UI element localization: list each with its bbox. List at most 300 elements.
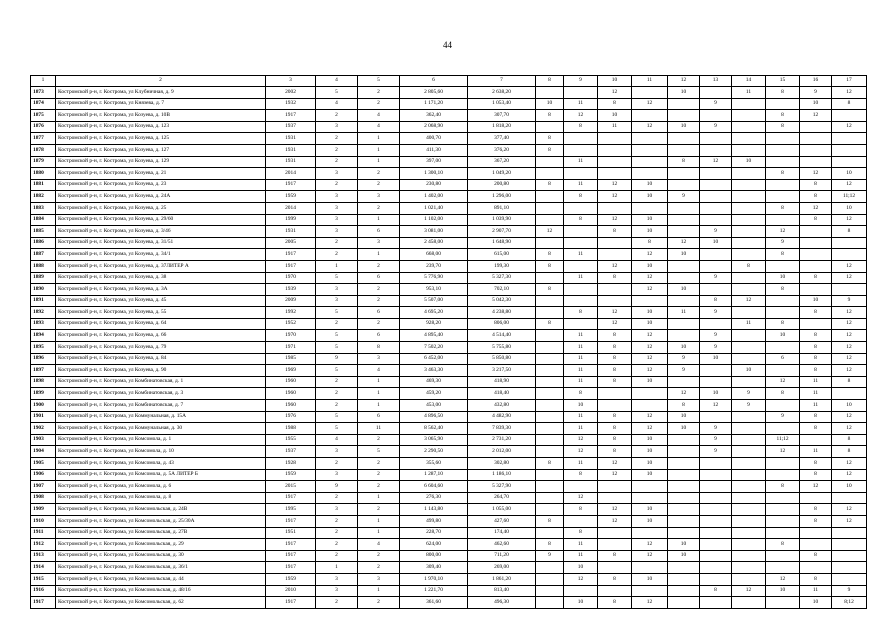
work-year-cell-8 [536,573,564,585]
work-year-cell-13: 9 [700,226,732,238]
entrances-cell: 1 [358,527,400,539]
entrances-cell: 4 [358,121,400,133]
living-area-cell: 1 648,90 [468,237,536,249]
floors-cell: 4 [316,98,358,110]
total-area-cell: 499,80 [400,515,468,527]
work-year-cell-13: 9 [700,98,732,110]
work-year-cell-16: 12 [800,481,832,493]
work-year-cell-16: 8 [800,423,832,435]
total-area-cell: 7 502,20 [400,342,468,354]
work-year-cell-16: 8 [800,353,832,365]
work-year-cell-14 [732,423,766,435]
work-year-cell-16: 9 [800,87,832,99]
work-year-cell-14 [732,562,766,574]
table-row [31,110,867,122]
floors-cell: 3 [316,168,358,180]
work-year-cell-11 [632,400,668,412]
row-number-cell: 1892 [31,307,56,319]
work-year-cell-8 [536,272,564,284]
total-area-cell: 3 463,30 [400,365,468,377]
entrances-cell: 2 [358,168,400,180]
address-cell: Костромской р-н, г. Кострома, ул Комсомольская, д. 44 [56,573,266,585]
work-year-cell-17 [832,550,867,562]
work-year-cell-16: 8 [800,504,832,516]
work-year-cell-13: 9 [700,121,732,133]
total-area-cell: 1 287,10 [400,469,468,481]
work-year-cell-17: 10 [832,168,867,180]
build-year-cell: 1951 [266,527,316,539]
table-row [31,121,867,133]
work-year-cell-15 [766,365,800,377]
total-area-cell: 469,30 [400,376,468,388]
build-year-cell: 1917 [266,515,316,527]
work-year-cell-15 [766,400,800,412]
work-year-cell-11 [632,295,668,307]
total-area-cell: 4 895,40 [400,330,468,342]
work-year-cell-10: 8 [598,446,632,458]
build-year-cell: 2010 [266,585,316,597]
entrances-cell: 2 [358,295,400,307]
work-year-cell-12: 10 [668,121,700,133]
row-number-cell: 1915 [31,573,56,585]
build-year-cell: 1931 [266,156,316,168]
work-year-cell-16: 11 [800,376,832,388]
work-year-cell-15 [766,423,800,435]
work-year-cell-9: 11 [564,458,598,470]
column-header-11: 11 [632,76,668,87]
row-number-cell: 1887 [31,249,56,261]
entrances-cell: 2 [358,434,400,446]
work-year-cell-8 [536,400,564,412]
living-area-cell: 1 053,40 [468,98,536,110]
work-year-cell-15 [766,469,800,481]
work-year-cell-17: 11;12 [832,191,867,203]
floors-cell: 3 [316,214,358,226]
work-year-cell-13 [700,562,732,574]
living-area-cell: 1 861,20 [468,573,536,585]
floors-cell: 2 [316,597,358,609]
table-row [31,133,867,145]
work-year-cell-12 [668,458,700,470]
work-year-cell-13 [700,573,732,585]
entrances-cell: 1 [358,214,400,226]
living-area-cell: 891,10 [468,202,536,214]
row-number-cell: 1874 [31,98,56,110]
work-year-cell-17: 12 [832,342,867,354]
column-header-8: 8 [536,76,564,87]
work-year-cell-9: 10 [564,400,598,412]
table-row [31,214,867,226]
address-cell: Костромской р-н, г. Кострома, ул Козуева, д. 37ЛИТЕР А [56,260,266,272]
row-number-cell: 1896 [31,353,56,365]
build-year-cell: 2005 [266,237,316,249]
work-year-cell-14 [732,597,766,609]
work-year-cell-12 [668,573,700,585]
total-area-cell: 459,20 [400,388,468,400]
row-number-cell: 1905 [31,458,56,470]
floors-cell: 1 [316,260,358,272]
floors-cell: 3 [316,504,358,516]
work-year-cell-12 [668,318,700,330]
work-year-cell-10: 12 [598,260,632,272]
work-year-cell-17 [832,110,867,122]
table-row [31,272,867,284]
work-year-cell-15: 9 [766,411,800,423]
row-number-cell: 1910 [31,515,56,527]
work-year-cell-14 [732,469,766,481]
work-year-cell-8: 8 [536,284,564,296]
work-year-cell-11: 8 [632,237,668,249]
work-year-cell-14: 8 [732,260,766,272]
address-cell: Костромской р-н, г. Кострома, ул Козуева, д. 55 [56,307,266,319]
living-area-cell: 2 731,20 [468,434,536,446]
work-year-cell-8 [536,191,564,203]
work-year-cell-10 [598,202,632,214]
row-number-cell: 1911 [31,527,56,539]
work-year-cell-17 [832,284,867,296]
table-row [31,191,867,203]
address-cell: Костромской р-н, г. Кострома, ул Князева, д. 7 [56,98,266,110]
total-area-cell: 2 805,60 [400,87,468,99]
entrances-cell: 1 [358,400,400,412]
living-area-cell: 1 039,90 [468,214,536,226]
entrances-cell: 3 [358,191,400,203]
floors-cell: 3 [316,121,358,133]
living-area-cell: 4 482,90 [468,411,536,423]
work-year-cell-11: 10 [632,260,668,272]
work-year-cell-15: 8 [766,202,800,214]
work-year-cell-12 [668,527,700,539]
work-year-cell-9 [564,237,598,249]
table-row [31,318,867,330]
work-year-cell-16 [800,260,832,272]
column-header-15: 15 [766,76,800,87]
work-year-cell-11: 12 [632,353,668,365]
row-number-cell: 1875 [31,110,56,122]
entrances-cell: 1 [358,376,400,388]
column-header-12: 12 [668,76,700,87]
living-area-cell: 377,40 [468,133,536,145]
row-number-cell: 1916 [31,585,56,597]
work-year-cell-10: 12 [598,469,632,481]
work-year-cell-13: 9 [700,342,732,354]
row-number-cell: 1882 [31,191,56,203]
work-year-cell-17: 8 [832,98,867,110]
work-year-cell-14 [732,550,766,562]
work-year-cell-15 [766,191,800,203]
work-year-cell-10 [598,492,632,504]
table-row [31,481,867,493]
work-year-cell-13: 9 [700,272,732,284]
work-year-cell-12: 10 [668,423,700,435]
build-year-cell: 1931 [266,144,316,156]
living-area-cell: 1 049,20 [468,168,536,180]
floors-cell: 3 [316,202,358,214]
build-year-cell: 1960 [266,376,316,388]
work-year-cell-11: 10 [632,318,668,330]
work-year-cell-9 [564,585,598,597]
work-year-cell-15: 8 [766,539,800,551]
work-year-cell-16 [800,121,832,133]
total-area-cell: 928,20 [400,318,468,330]
work-year-cell-9 [564,284,598,296]
table-row [31,458,867,470]
work-year-cell-13 [700,469,732,481]
work-year-cell-10: 12 [598,515,632,527]
work-year-cell-15: 8 [766,110,800,122]
total-area-cell: 1 171,20 [400,98,468,110]
work-year-cell-16: 8 [800,411,832,423]
total-area-cell: 362,40 [400,110,468,122]
work-year-cell-12: 9 [668,353,700,365]
table-row [31,307,867,319]
work-year-cell-8 [536,527,564,539]
work-year-cell-12: 10 [668,284,700,296]
work-year-cell-9: 11 [564,376,598,388]
floors-cell: 3 [316,226,358,238]
entrances-cell: 4 [358,110,400,122]
floors-cell: 2 [316,550,358,562]
work-year-cell-15 [766,562,800,574]
work-year-cell-8 [536,365,564,377]
total-area-cell: 2 458,00 [400,237,468,249]
work-year-cell-13 [700,144,732,156]
work-year-cell-9: 11 [564,249,598,261]
work-year-cell-17: 12 [832,365,867,377]
work-year-cell-14: 11 [732,318,766,330]
work-year-cell-12 [668,597,700,609]
work-year-cell-9: 11 [564,98,598,110]
work-year-cell-17: 10 [832,400,867,412]
address-cell: Костромской р-н, г. Кострома, ул Комсомола, д. 1 [56,434,266,446]
work-year-cell-12: 10 [668,411,700,423]
table-row [31,342,867,354]
work-year-cell-10 [598,156,632,168]
address-cell: Костромской р-н, г. Кострома, ул Козуева, д. 125 [56,133,266,145]
work-year-cell-11: 12 [632,423,668,435]
total-area-cell: 624,00 [400,539,468,551]
work-year-cell-16 [800,156,832,168]
work-year-cell-15: 10 [766,272,800,284]
work-year-cell-9: 11 [564,411,598,423]
table-row [31,295,867,307]
work-year-cell-15 [766,156,800,168]
build-year-cell: 1988 [266,423,316,435]
work-year-cell-10 [598,133,632,145]
work-year-cell-15 [766,458,800,470]
work-year-cell-14: 11 [732,87,766,99]
work-year-cell-10: 8 [598,434,632,446]
work-year-cell-15 [766,597,800,609]
work-year-cell-16: 11 [800,388,832,400]
table-row [31,585,867,597]
work-year-cell-13: 9 [700,446,732,458]
living-area-cell: 462,60 [468,539,536,551]
work-year-cell-15 [766,260,800,272]
floors-cell: 5 [316,423,358,435]
work-year-cell-12: 8 [668,156,700,168]
work-year-cell-14 [732,144,766,156]
work-year-cell-8 [536,446,564,458]
table-row [31,515,867,527]
work-year-cell-17: 12 [832,260,867,272]
total-area-cell: 5 776,90 [400,272,468,284]
work-year-cell-9: 12 [564,110,598,122]
living-area-cell: 307,70 [468,110,536,122]
entrances-cell: 6 [358,330,400,342]
row-number-cell: 1880 [31,168,56,180]
work-year-cell-17 [832,573,867,585]
work-year-cell-13: 9 [700,307,732,319]
entrances-cell: 2 [358,550,400,562]
work-year-cell-10 [598,539,632,551]
row-number-cell: 1898 [31,376,56,388]
living-area-cell: 4 238,80 [468,307,536,319]
table-row [31,423,867,435]
entrances-cell: 2 [358,284,400,296]
work-year-cell-14 [732,330,766,342]
table-row [31,156,867,168]
work-year-cell-12 [668,585,700,597]
work-year-cell-16 [800,539,832,551]
work-year-cell-17: 12 [832,353,867,365]
work-year-cell-8: 10 [536,98,564,110]
address-cell: Костромской р-н, г. Кострома, ул Комсомольская, д. 36/1 [56,562,266,574]
work-year-cell-9 [564,202,598,214]
living-area-cell: 5 755,80 [468,342,536,354]
work-year-cell-13 [700,481,732,493]
work-year-cell-9 [564,144,598,156]
row-number-cell: 1879 [31,156,56,168]
work-year-cell-8 [536,353,564,365]
total-area-cell: 8 562,40 [400,423,468,435]
living-area-cell: 496,30 [468,597,536,609]
work-year-cell-10 [598,562,632,574]
table-row [31,202,867,214]
work-year-cell-16: 8 [800,342,832,354]
floors-cell: 2 [316,388,358,400]
entrances-cell: 1 [358,515,400,527]
table-row [31,365,867,377]
total-area-cell: 1 300,10 [400,168,468,180]
address-cell: Костромской р-н, г. Кострома, ул Козуева, д. 64 [56,318,266,330]
total-area-cell: 355,60 [400,458,468,470]
address-cell: Костромской р-н, г. Кострома, ул Козуева, д. 10В [56,110,266,122]
floors-cell: 3 [316,284,358,296]
work-year-cell-12 [668,202,700,214]
work-year-cell-12 [668,226,700,238]
work-year-cell-10: 8 [598,272,632,284]
work-year-cell-17: 12 [832,504,867,516]
work-year-cell-9: 10 [564,597,598,609]
work-year-cell-16 [800,226,832,238]
work-year-cell-16 [800,133,832,145]
row-number-cell: 1912 [31,539,56,551]
work-year-cell-15 [766,179,800,191]
work-year-cell-16: 8 [800,214,832,226]
work-year-cell-14 [732,133,766,145]
floors-cell: 2 [316,376,358,388]
entrances-cell: 4 [358,539,400,551]
living-area-cell: 200,80 [468,179,536,191]
living-area-cell: 199,30 [468,260,536,272]
floors-cell: 2 [316,527,358,539]
work-year-cell-10: 8 [598,411,632,423]
table-row [31,446,867,458]
work-year-cell-16: 10 [800,597,832,609]
work-year-cell-15: 8 [766,249,800,261]
work-year-cell-13 [700,515,732,527]
work-year-cell-10: 8 [598,98,632,110]
work-year-cell-12 [668,110,700,122]
work-year-cell-9 [564,168,598,180]
total-area-cell: 411,30 [400,144,468,156]
column-header-17: 17 [832,76,867,87]
entrances-cell: 1 [358,249,400,261]
address-cell: Костромской р-н, г. Кострома, ул Козуева, д. 45 [56,295,266,307]
work-year-cell-8 [536,330,564,342]
build-year-cell: 2009 [266,295,316,307]
work-year-cell-17 [832,144,867,156]
row-number-cell: 1904 [31,446,56,458]
work-year-cell-11: 12 [632,597,668,609]
table-row [31,226,867,238]
work-year-cell-13: 10 [700,237,732,249]
total-area-cell: 668,00 [400,249,468,261]
total-area-cell: 1 102,00 [400,214,468,226]
work-year-cell-11 [632,168,668,180]
work-year-cell-11 [632,87,668,99]
work-year-cell-13 [700,411,732,423]
living-area-cell: 1 296,00 [468,191,536,203]
work-year-cell-16: 11 [800,446,832,458]
work-year-cell-13 [700,527,732,539]
floors-cell: 5 [316,272,358,284]
work-year-cell-9: 11 [564,156,598,168]
total-area-cell: 228,70 [400,527,468,539]
living-area-cell: 376,20 [468,144,536,156]
work-year-cell-17: 12 [832,318,867,330]
build-year-cell: 1952 [266,318,316,330]
address-cell: Костромской р-н, г. Кострома, ул Комсомола, д. 5А ЛИТЕР Б [56,469,266,481]
work-year-cell-16 [800,434,832,446]
work-year-cell-8 [536,434,564,446]
work-year-cell-11: 12 [632,365,668,377]
table-row [31,597,867,609]
total-area-cell: 953,10 [400,284,468,296]
work-year-cell-8 [536,237,564,249]
work-year-cell-11: 10 [632,515,668,527]
build-year-cell: 1917 [266,539,316,551]
work-year-cell-17: 8 [832,376,867,388]
address-cell: Костромской р-н, г. Кострома, ул Комсомола, д. 8 [56,492,266,504]
living-area-cell: 5 042,30 [468,295,536,307]
floors-cell: 2 [316,237,358,249]
entrances-cell: 3 [358,573,400,585]
build-year-cell: 1917 [266,562,316,574]
work-year-cell-10: 8 [598,330,632,342]
row-number-cell: 1897 [31,365,56,377]
build-year-cell: 1999 [266,214,316,226]
row-number-cell: 1889 [31,272,56,284]
row-number-cell: 1878 [31,144,56,156]
work-year-cell-9: 12 [564,492,598,504]
living-area-cell: 3 217,50 [468,365,536,377]
work-year-cell-17: 9 [832,585,867,597]
row-number-cell: 1883 [31,202,56,214]
work-year-cell-12 [668,515,700,527]
entrances-cell: 4 [358,365,400,377]
